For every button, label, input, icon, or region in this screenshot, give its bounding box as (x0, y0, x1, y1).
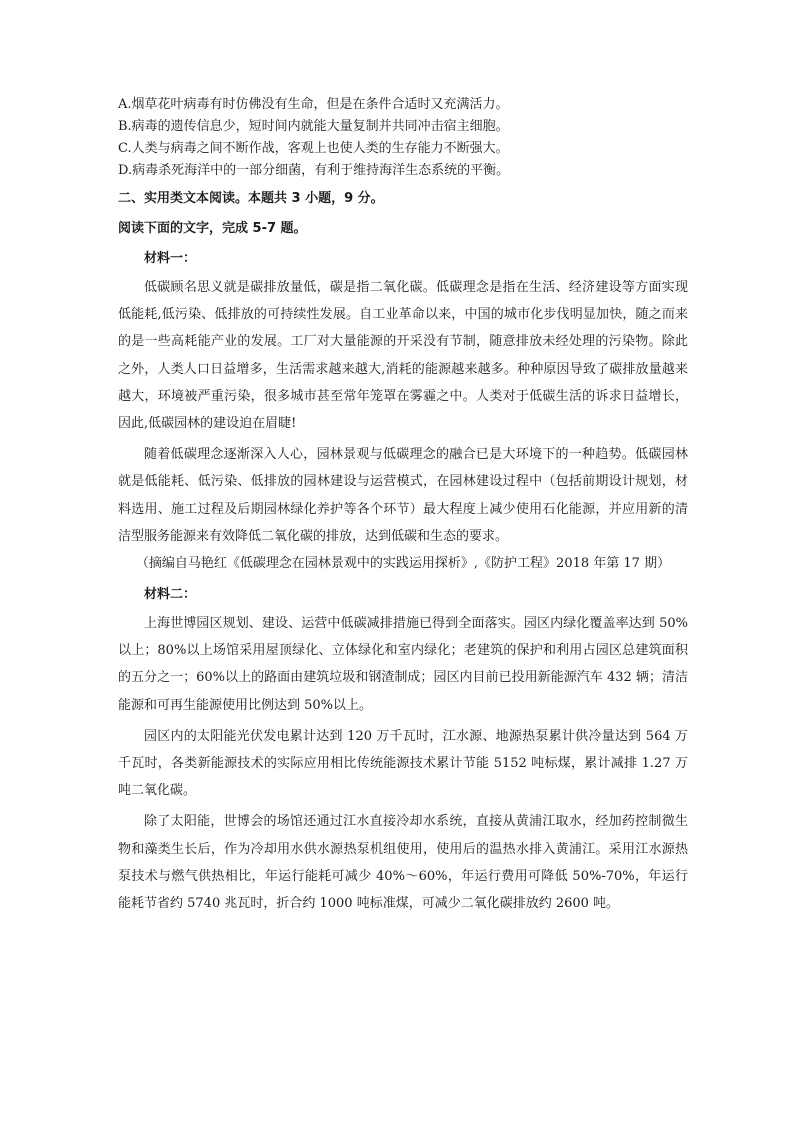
option-b: B.病毒的遗传信息少，短时间内就能大量复制并共同冲击宿主细胞。 (118, 119, 509, 134)
material-two-heading: 材料二： (144, 587, 197, 603)
material-one-heading: 材料一： (144, 251, 197, 266)
option-c: C.人类与病毒之间不断作战，客观上也使人类的生存能力不断强大。 (118, 141, 509, 156)
document-page (118, 94, 688, 917)
option-a: A.烟草花叶病毒有时仿佛没有生命，但是在条件合适时又充满活力。 (118, 97, 509, 112)
section-title: 二、实用类文本阅读。本题共 3 小题，9 分。 (118, 191, 384, 206)
material-two-paragraph: 上海世博园区规划、建设、运营中低碳减排措施已得到全面落实。园区内绿化覆盖率达到 50%以上；80%以上场馆采用屋顶绿化、立体绿化和室内绿化；老建筑的保护和利用占园区总建筑面积的五分之一；60%以上的路面由建筑垃圾和钢渣制成；园区内目前已投用新能源汽车 432 辆；清洁能源和可再生能源使用比例达到 50%以上。 (118, 616, 688, 713)
material-two-paragraph: 除了太阳能，世博会的场馆还通过江水直接冷却水系统，直接从黄浦江取水，经加药控制微生物和藻类生长后，作为冷却用水供水源热泵机组使用，使用后的温热水排入黄浦江。采用江水源热泵技术与燃气供热相比，年运行能耗可减少 40%～60%，年运行费用可降低 50%-70%，年运行能耗节省约 5740 兆瓦时，折合约 1000 吨标准煤，可减少二氧化碳排放约 2600 吨。 (118, 814, 688, 912)
material-one-paragraph: 随着低碳理念逐渐深入人心，园林景观与低碳理念的融合已是大环境下的一种趋势。低碳园林就是低能耗、低污染、低排放的园林建设与运营模式，在园林建设过程中（包括前期设计规划，材料选用、施工过程及后期园林绿化养护等各个环节）最大程度上减少使用石化能源，并应用新的清洁型服务能源来有效降低二氧化碳的排放，达到低碳和生态的要求。 (118, 447, 688, 544)
material-one-paragraph: 低碳顾名思义就是碳排放量低，碳是指二氧化碳。低碳理念是指在生活、经济建设等方面实现低能耗,低污染、低排放的可持续性发展。自工业革命以来，中国的城市化步伐明显加快，随之而来的是一些高耗能产业的发展。工厂对大量能源的开采没有节制，随意排放未经处理的污染物。除此之外，人类人口日益增多，生活需求越来越大,消耗的能源越来越多。种种原因导致了碳排放量越来越大，环境被严重污染，很多城市甚至常年笼罩在雾霾之中。人类对于低碳生活的诉求日益增长，因此,低碳园林的建设迫在眉睫! (118, 280, 688, 432)
material-one-source: （摘编自马艳红《低碳理念在园林景观中的实践运用探析》,《防护工程》2018 年第 17 期） (135, 556, 671, 572)
option-d: D.病毒杀死海洋中的一部分细菌，有利于维持海洋生态系统的平衡。 (118, 163, 510, 178)
material-two-paragraph: 园区内的太阳能光伏发电累计达到 120 万千瓦时，江水源、地源热泵累计供冷量达到 564 万千瓦时，各类新能源技术的实际应用相比传统能源技术累计节能 5152 吨标煤，累计减排 1.27 万吨二氧化碳。 (118, 728, 688, 799)
section-instruction: 阅读下面的文字，完成 5-7 题。 (118, 221, 307, 236)
